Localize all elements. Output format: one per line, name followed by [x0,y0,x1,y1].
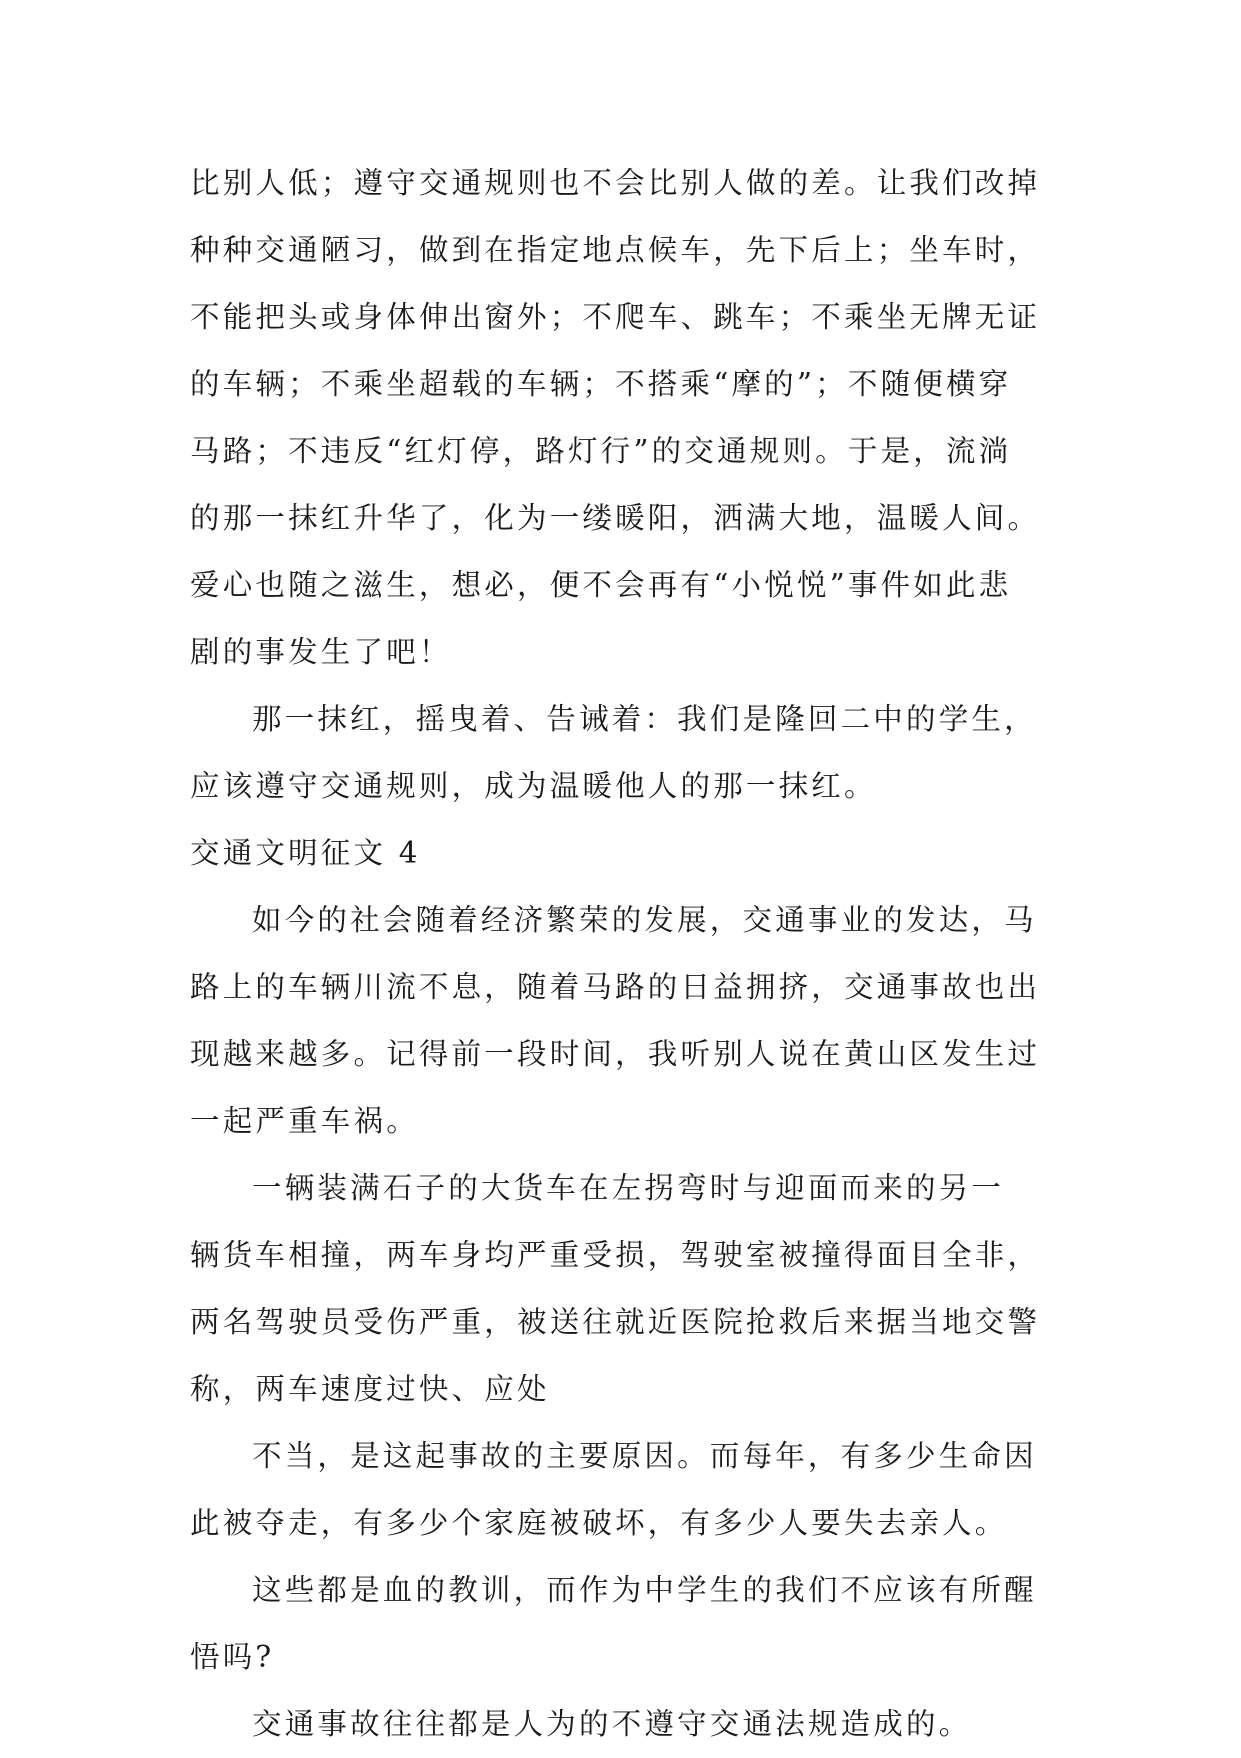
text-line: 马路；不违反“红灯停，路灯行”的交通规则。于是，流淌 [190,434,1012,468]
text-line: 如今的社会随着经济繁荣的发展，交通事业的发达，马 [252,903,1037,937]
text-line: 悟吗? [190,1640,275,1674]
text-line: 两名驾驶员受伤严重，被送往就近医院抢救后来据当地交警 [190,1305,1041,1339]
text-line: 的那一抹红升华了，化为一缕暖阳，洒满大地，温暖人间。 [190,501,1041,535]
paragraph [190,686,1070,820]
text-line: 路上的车辆川流不息，随着马路的日益拥挤，交通事故也出 [190,970,1041,1004]
section-heading: 交通文明征文 4 [190,836,421,870]
text-line: 一起严重车祸。 [190,1104,419,1138]
text-line: 现越来越多。记得前一段时间，我听别人说在黄山区发生过 [190,1037,1041,1071]
text-line: 那一抹红，摇曳着、告诫着：我们是隆回二中的学生， [252,702,1037,736]
text-line: 爱心也随之滋生，想必，便不会再有“小悦悦”事件如此悲 [190,568,1012,602]
document-body [190,150,1070,1758]
paragraph [190,1691,1070,1758]
paragraph [190,150,1070,686]
paragraph [190,1155,1070,1423]
text-line: 这些都是血的教训，而作为中学生的我们不应该有所醒 [252,1573,1037,1607]
text-line: 种种交通陋习，做到在指定地点候车，先下后上；坐车时， [190,233,1041,267]
paragraph [190,887,1070,1155]
text-line: 辆货车相撞，两车身均严重受损，驾驶室被撞得面目全非， [190,1238,1041,1272]
text-line: 不能把头或身体伸出窗外；不爬车、跳车；不乘坐无牌无证 [190,300,1041,334]
text-line: 应该遵守交通规则，成为温暖他人的那一抹红。 [190,769,877,803]
text-line: 剧的事发生了吧！ [190,635,452,669]
text-line: 的车辆；不乘坐超载的车辆；不搭乘“摩的”；不随便横穿 [190,367,1012,401]
text-line: 比别人低；遵守交通规则也不会比别人做的差。让我们改掉 [190,166,1041,200]
text-line: 称，两车速度过快、应处 [190,1372,550,1406]
text-line: 此被夺走，有多少个家庭被破坏，有多少人要失去亲人。 [190,1506,1008,1540]
text-line: 一辆装满石子的大货车在左拐弯时与迎面而来的另一 [252,1171,1005,1205]
text-line: 不当，是这起事故的主要原因。而每年，有多少生命因 [252,1439,1037,1473]
text-line: 交通事故往往都是人为的不遵守交通法规造成的。 [252,1707,972,1741]
paragraph [190,1423,1070,1557]
paragraph [190,1557,1070,1691]
